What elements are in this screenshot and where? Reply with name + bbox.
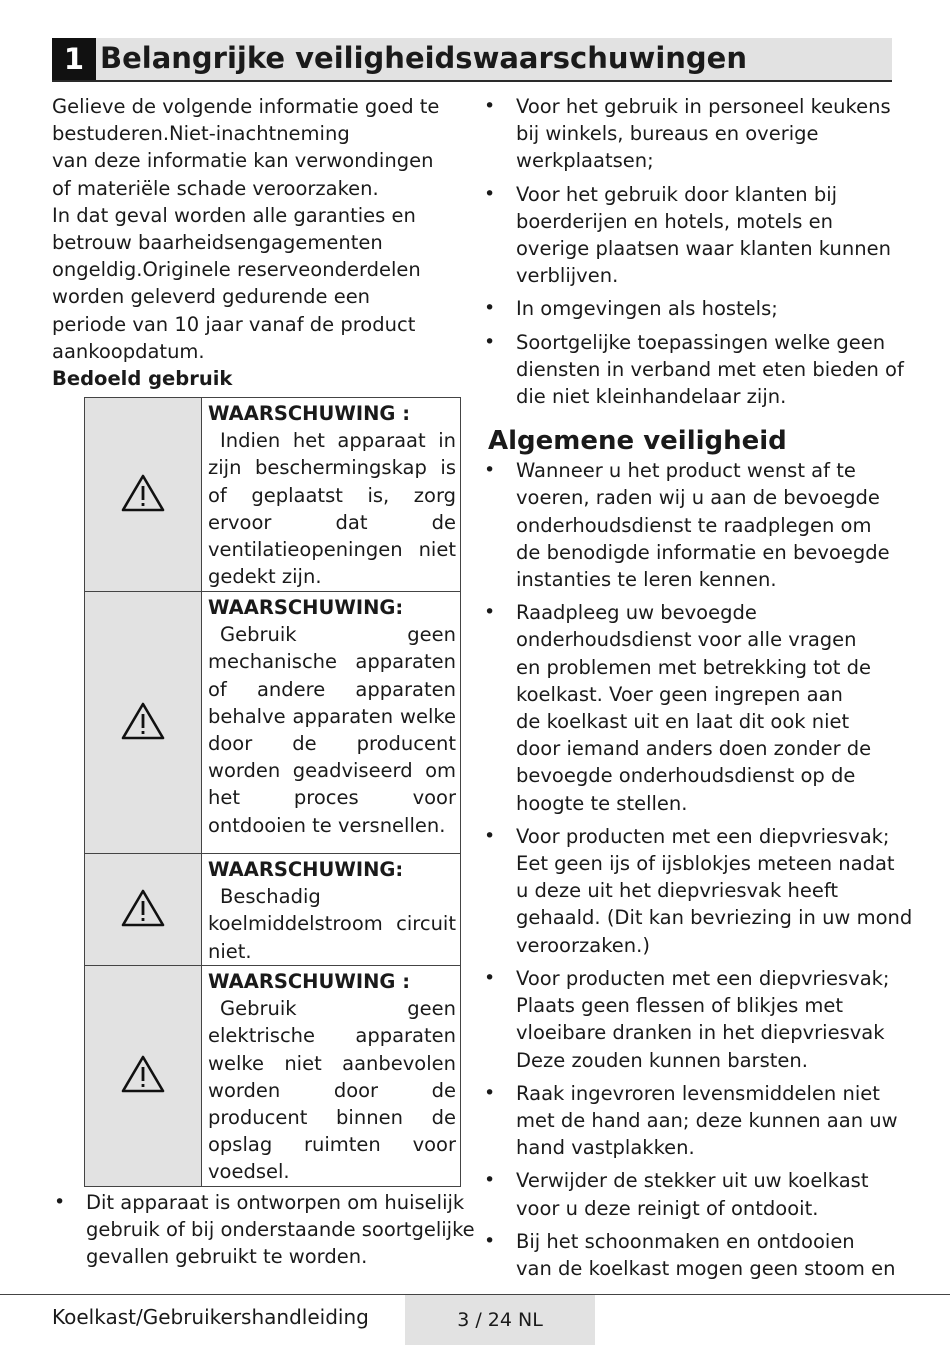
section-number: 1 xyxy=(52,38,96,80)
general-safety-heading: Algemene veiligheid xyxy=(488,426,787,457)
intro-line: of materiële schade veroorzaken. xyxy=(52,176,379,200)
intro-line: ongeldig.Originele reserveonderdelen xyxy=(52,258,421,282)
warning-triangle-icon xyxy=(120,473,166,513)
intro-line: bestuderen.Niet-inachtneming xyxy=(52,122,350,146)
warning-text: Beschadig koelmiddelstroom circuit niet. xyxy=(208,885,456,963)
list-item: • Raak ingevroren levensmiddelen niet met de hand aan; deze kunnen aan uw hand vastplakken. xyxy=(482,1080,894,1162)
intro-line: betrouw baarheidsengagementen xyxy=(52,231,383,255)
list-item: • Dit apparaat is ontworpen om huiselijk gebruik of bij onderstaande soortgelijke gevallen gebruikt te worden. xyxy=(52,1189,472,1271)
section-header xyxy=(52,38,892,82)
section-title: Belangrijke veiligheidswaarschuwingen xyxy=(100,41,747,75)
list-item: • Wanneer u het product wenst af te voeren, raden wij u aan de bevoegde onderhoudsdienst te raadplegen om de benodigde informatie en bevoegde instanties te leren kennen. xyxy=(482,457,894,593)
warning-row xyxy=(85,966,461,1187)
warning-heading: WAARSCHUWING : xyxy=(208,402,411,425)
warning-row xyxy=(85,398,461,592)
list-item: • Raadpleeg uw bevoegde onderhoudsdienst voor alle vragen en problemen met betrekking tot de koelkast. Voer geen ingrepen aan de koelkast uit en laat dit ook niet door iemand anders doen zonder de bevoegde onderhoudsdienst op de hoogte te stellen. xyxy=(482,599,894,817)
warning-text: Gebruik geen elektrische apparaten welke niet aanbevolen worden door de producent binnen de opslag ruimten voor voedsel. xyxy=(208,997,456,1184)
warning-heading: WAARSCHUWING : xyxy=(208,970,411,993)
warning-text: Indien het apparaat in zijn beschermingskap is of geplaatst is, zorg ervoor dat de ventilatieopeningen niet gedekt zijn. xyxy=(208,429,456,589)
list-item: • In omgevingen als hostels; xyxy=(482,295,894,322)
list-item: • Voor het gebruik in personeel keukens bij winkels, bureaus en overige werkplaatsen; xyxy=(482,93,894,175)
list-item: • Verwijder de stekker uit uw koelkast voor u deze reinigt of ontdooit. xyxy=(482,1167,894,1221)
general-safety-list xyxy=(482,457,913,1282)
intro-paragraph xyxy=(52,93,452,365)
footer-doc-title: Koelkast/Gebruikershandleiding xyxy=(52,1305,369,1329)
warning-triangle-icon xyxy=(120,888,166,928)
intro-line: van deze informatie kan verwondingen xyxy=(52,149,434,173)
page-number: 3 / 24 NL xyxy=(405,1295,595,1345)
list-item: • Voor het gebruik door klanten bij boerderijen en hotels, motels en overige plaatsen waar klanten kunnen verblijven. xyxy=(482,181,894,290)
left-bullets xyxy=(52,1189,475,1271)
warning-table xyxy=(84,397,461,1187)
intended-use-heading: Bedoeld gebruik xyxy=(52,367,233,391)
usage-list xyxy=(482,93,904,410)
list-item: • Bij het schoonmaken en ontdooien van de koelkast mogen geen stoom en xyxy=(482,1228,894,1282)
left-column xyxy=(52,93,452,392)
list-item: • Voor producten met een diepvriesvak; Plaats geen flessen of blikjes met vloeibare dranken in het diepvriesvak Deze zouden kunnen barsten. xyxy=(482,965,894,1074)
warning-row xyxy=(85,592,461,854)
warning-triangle-icon xyxy=(120,1054,166,1094)
warning-text: Gebruik geen mechanische apparaten of andere apparaten behalve apparaten welke door de producent worden geadviseerd om het proces voor ontdooien te versnellen. xyxy=(208,623,456,837)
intro-line: Gelieve de volgende informatie goed te xyxy=(52,95,440,118)
warning-heading: WAARSCHUWING: xyxy=(208,858,404,881)
intro-line: worden geleverd gedurende een xyxy=(52,285,371,309)
list-item: • Soortgelijke toepassingen welke geen diensten in verband met eten bieden of die niet kleinhandelaar zijn. xyxy=(482,329,894,411)
intro-line: In dat geval worden alle garanties en xyxy=(52,203,416,227)
warning-row xyxy=(85,854,461,966)
warning-heading: WAARSCHUWING: xyxy=(208,596,404,619)
warning-triangle-icon xyxy=(120,701,166,741)
intro-line: periode van 10 jaar vanaf de product xyxy=(52,312,416,336)
list-item: • Voor producten met een diepvriesvak; Eet geen ijs of ijsblokjes meteen nadat u deze uit het diepvriesvak heeft gehaald. (Dit kan bevriezing in uw mond veroorzaken.) xyxy=(482,823,894,959)
right-column xyxy=(482,93,913,1282)
intro-line: aankoopdatum. xyxy=(52,339,205,363)
